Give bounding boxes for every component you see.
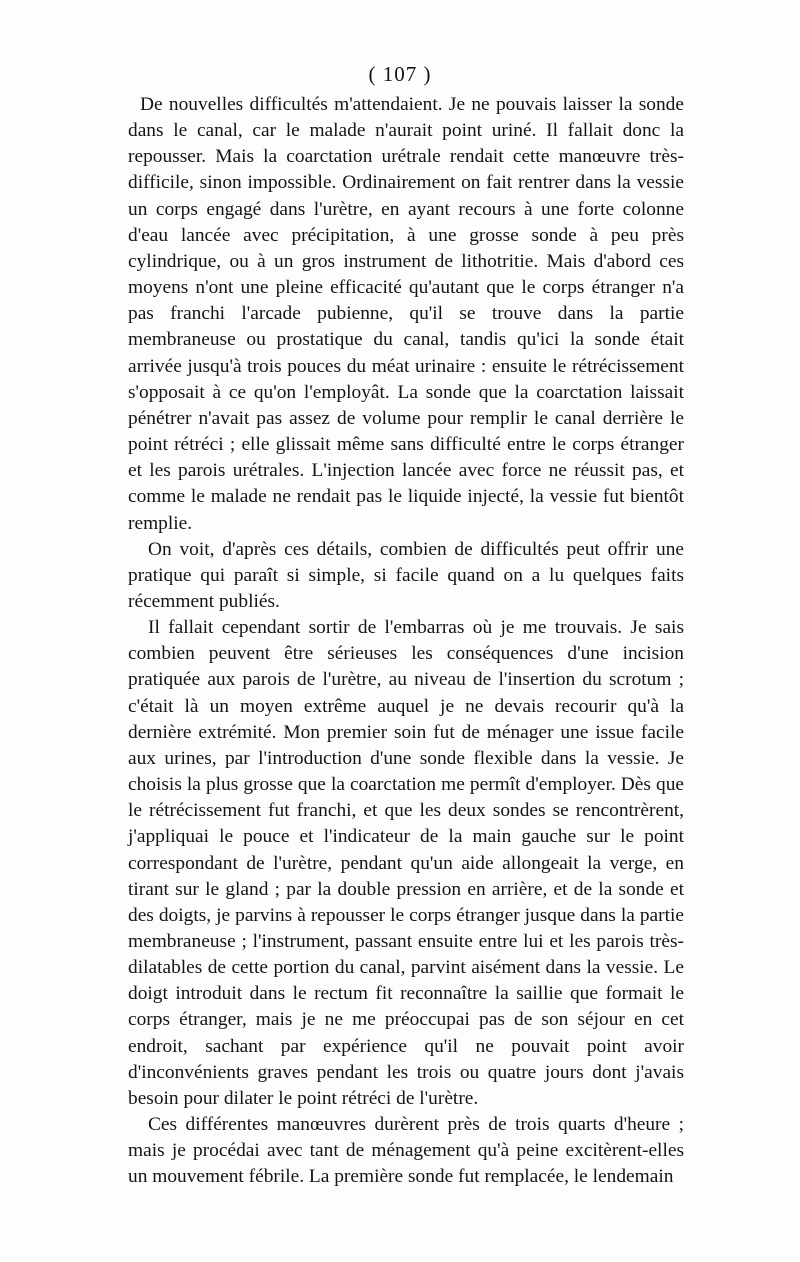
- page-number: ( 107 ): [368, 62, 432, 86]
- paragraph-1: De nouvelles difficultés m'attendaient. Je ne pouvais laisser la sonde dans le canal, car le malade n'aurait point uriné. Il fallait donc la repousser. Mais la coarctation urétrale rendait cette manœuvre très-difficile, sinon impossible. Ordinairement on fait rentrer dans la vessie un corps engagé dans l'urètre, en ayant recours à une forte colonne d'eau lancée avec précipitation, à une grosse sonde à peu près cylindrique, ou à un gros instrument de lithotritie. Mais d'abord ces moyens n'ont une pleine efficacité qu'autant que le corps étranger n'a pas franchi l'arcade pubienne, qu'il se trouve dans la partie membraneuse ou prostatique du canal, tandis qu'ici la sonde était arrivée jusqu'à trois pouces du méat urinaire : ensuite le rétrécissement s'opposait à ce qu'on l'employât. La sonde que la coarctation laissait pénétrer n'avait pas assez de volume pour remplir le canal derrière le point rétréci ; elle glissait même sans difficulté entre le corps étranger et les parois urétrales. L'injection lancée avec force ne réussit pas, et comme le malade ne rendait pas le liquide injecté, la vessie fut bientôt remplie.: [128, 94, 684, 534]
- paragraph-2: On voit, d'après ces détails, combien de difficultés peut offrir une pratique qui paraît si simple, si facile quand on a lu quelques faits récemment publiés.: [128, 538, 684, 612]
- paragraph-3: Il fallait cependant sortir de l'embarras où je me trouvais. Je sais combien peuvent être sérieuses les conséquences d'une incision pratiquée aux parois de l'urètre, au niveau de l'insertion du scrotum ; c'était là un moyen extrême auquel je ne devais recourir qu'à la dernière extrémité. Mon premier soin fut de ménager une issue facile aux urines, par l'introduction d'une sonde flexible dans la vessie. Je choisis la plus grosse que la coarctation me permît d'employer. Dès que le rétrécissement fut franchi, et que les deux sondes se rencontrèrent, j'appliquai le pouce et l'indicateur de la main gauche sur le point correspondant de l'urètre, pendant qu'un aide allongeait la verge, en tirant sur le gland ; par la double pression en arrière, et de la sonde et des doigts, je parvins à repousser le corps étranger jusque dans la partie membraneuse ; l'instrument, passant ensuite entre lui et les parois très-dilatables de cette portion du canal, parvint aisément dans la vessie. Le doigt introduit dans le rectum fit reconnaître la saillie que formait le corps étranger, mais je ne me préoccupai pas de son séjour en cet endroit, sachant par expérience qu'il ne pouvait point avoir d'inconvénients graves pendant les trois ou quatre jours dont j'avais besoin pour dilater le point rétréci de l'urètre.: [128, 617, 684, 1109]
- paragraph-4: Ces différentes manœuvres durèrent près de trois quarts d'heure ; mais je procédai avec tant de ménagement qu'à peine excitèrent-elles un mouvement fébrile. La première sonde fut remplacée, le lendemain: [128, 1114, 684, 1188]
- body-text: [128, 92, 684, 1191]
